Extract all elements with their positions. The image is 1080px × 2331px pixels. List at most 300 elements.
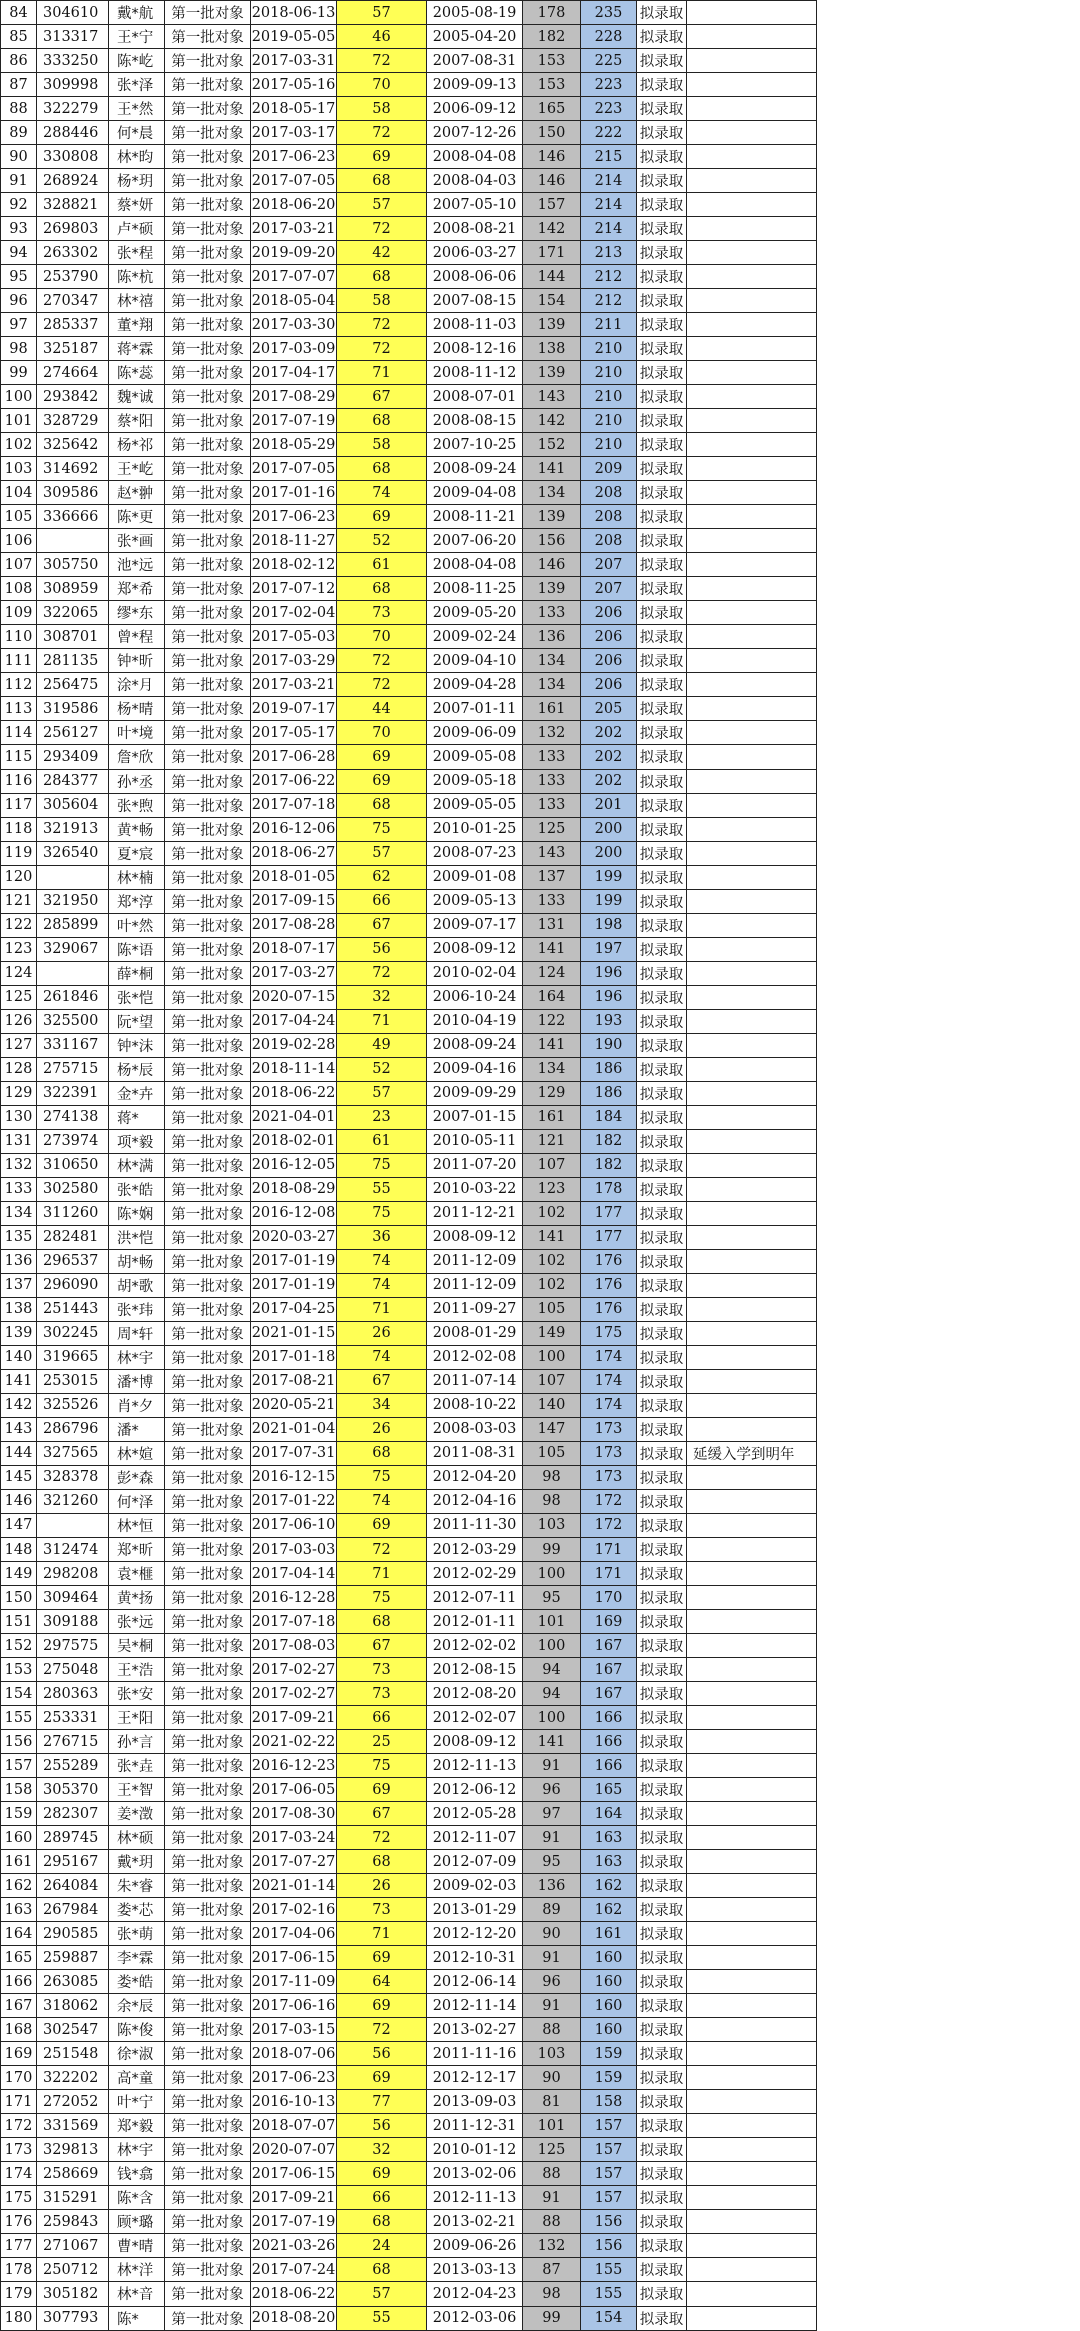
category-cell: 第一批对象 — [165, 2210, 251, 2234]
result-cell: 拟录取 — [637, 2042, 687, 2066]
table-row — [1, 1658, 817, 1682]
name-cell: 陈* — [109, 2306, 165, 2330]
score-b-cell: 140 — [523, 1393, 581, 1417]
date-a-cell: 2018-06-22 — [251, 2282, 337, 2306]
note-cell — [687, 313, 817, 337]
table-row — [1, 2306, 817, 2330]
name-cell: 陈*娴 — [109, 1201, 165, 1225]
date-b-cell: 2011-07-20 — [427, 1153, 523, 1177]
result-cell: 拟录取 — [637, 2306, 687, 2330]
score-b-cell: 131 — [523, 913, 581, 937]
date-a-cell: 2017-04-25 — [251, 1297, 337, 1321]
applicant-id-cell: 286796 — [37, 1417, 109, 1441]
score-b-cell: 102 — [523, 1201, 581, 1225]
score-a-cell: 69 — [337, 1946, 427, 1970]
applicant-id-cell: 309586 — [37, 481, 109, 505]
score-b-cell: 154 — [523, 289, 581, 313]
date-b-cell: 2008-04-03 — [427, 169, 523, 193]
date-a-cell: 2017-07-07 — [251, 265, 337, 289]
applicant-id-cell: 253015 — [37, 1369, 109, 1393]
score-b-cell: 101 — [523, 1610, 581, 1634]
result-cell: 拟录取 — [637, 2018, 687, 2042]
applicant-id-cell: 305370 — [37, 1778, 109, 1802]
score-a-cell: 67 — [337, 1802, 427, 1826]
result-cell: 拟录取 — [637, 505, 687, 529]
row-number-cell: 139 — [1, 1321, 37, 1345]
result-cell: 拟录取 — [637, 577, 687, 601]
score-b-cell: 139 — [523, 505, 581, 529]
result-cell: 拟录取 — [637, 649, 687, 673]
result-cell: 拟录取 — [637, 793, 687, 817]
score-a-cell: 56 — [337, 2114, 427, 2138]
result-cell: 拟录取 — [637, 865, 687, 889]
name-cell: 林*宇 — [109, 1345, 165, 1369]
category-cell: 第一批对象 — [165, 1562, 251, 1586]
date-a-cell: 2017-06-15 — [251, 1946, 337, 1970]
date-a-cell: 2017-06-23 — [251, 505, 337, 529]
name-cell: 钱*翕 — [109, 2162, 165, 2186]
date-a-cell: 2017-03-03 — [251, 1538, 337, 1562]
category-cell: 第一批对象 — [165, 97, 251, 121]
note-cell — [687, 49, 817, 73]
result-cell: 拟录取 — [637, 457, 687, 481]
note-cell — [687, 673, 817, 697]
score-a-cell: 72 — [337, 673, 427, 697]
category-cell: 第一批对象 — [165, 481, 251, 505]
category-cell: 第一批对象 — [165, 1489, 251, 1513]
name-cell: 王*宁 — [109, 25, 165, 49]
total-score-cell: 177 — [581, 1225, 637, 1249]
applicant-id-cell: 263302 — [37, 241, 109, 265]
result-cell: 拟录取 — [637, 1538, 687, 1562]
score-a-cell: 52 — [337, 529, 427, 553]
row-number-cell: 174 — [1, 2162, 37, 2186]
date-a-cell: 2017-03-15 — [251, 2018, 337, 2042]
name-cell: 黄*畅 — [109, 817, 165, 841]
row-number-cell: 133 — [1, 1177, 37, 1201]
name-cell: 胡*畅 — [109, 1249, 165, 1273]
category-cell: 第一批对象 — [165, 769, 251, 793]
date-b-cell: 2009-04-28 — [427, 673, 523, 697]
date-a-cell: 2017-06-16 — [251, 1994, 337, 2018]
table-row — [1, 1586, 817, 1610]
note-cell — [687, 1177, 817, 1201]
date-b-cell: 2013-09-03 — [427, 2090, 523, 2114]
applicant-id-cell: 328729 — [37, 409, 109, 433]
table-row — [1, 1105, 817, 1129]
score-a-cell: 70 — [337, 625, 427, 649]
result-cell: 拟录取 — [637, 553, 687, 577]
date-b-cell: 2008-04-08 — [427, 145, 523, 169]
category-cell: 第一批对象 — [165, 577, 251, 601]
date-a-cell: 2017-02-27 — [251, 1682, 337, 1706]
date-b-cell: 2013-03-13 — [427, 2258, 523, 2282]
note-cell — [687, 697, 817, 721]
name-cell: 高*童 — [109, 2066, 165, 2090]
name-cell: 张*安 — [109, 1682, 165, 1706]
applicant-id-cell: 288446 — [37, 121, 109, 145]
applicant-id-cell: 297575 — [37, 1634, 109, 1658]
table-row — [1, 793, 817, 817]
result-cell: 拟录取 — [637, 1081, 687, 1105]
total-score-cell: 176 — [581, 1249, 637, 1273]
applicant-id-cell: 256475 — [37, 673, 109, 697]
total-score-cell: 159 — [581, 2066, 637, 2090]
result-cell: 拟录取 — [637, 1201, 687, 1225]
total-score-cell: 172 — [581, 1513, 637, 1537]
date-b-cell: 2012-02-02 — [427, 1634, 523, 1658]
date-a-cell: 2017-01-18 — [251, 1345, 337, 1369]
table-row — [1, 817, 817, 841]
total-score-cell: 207 — [581, 553, 637, 577]
date-a-cell: 2017-07-27 — [251, 1850, 337, 1874]
applicant-id-cell: 268924 — [37, 169, 109, 193]
note-cell — [687, 2234, 817, 2258]
date-a-cell: 2020-05-21 — [251, 1393, 337, 1417]
score-a-cell: 68 — [337, 577, 427, 601]
date-b-cell: 2008-09-12 — [427, 1730, 523, 1754]
score-a-cell: 68 — [337, 2210, 427, 2234]
result-cell: 拟录取 — [637, 169, 687, 193]
date-a-cell: 2019-02-28 — [251, 1033, 337, 1057]
applicant-id-cell: 253331 — [37, 1706, 109, 1730]
total-score-cell: 157 — [581, 2162, 637, 2186]
category-cell: 第一批对象 — [165, 937, 251, 961]
date-b-cell: 2007-10-25 — [427, 433, 523, 457]
row-number-cell: 114 — [1, 721, 37, 745]
category-cell: 第一批对象 — [165, 889, 251, 913]
score-b-cell: 134 — [523, 673, 581, 697]
total-score-cell: 193 — [581, 1009, 637, 1033]
score-a-cell: 68 — [337, 169, 427, 193]
score-b-cell: 123 — [523, 1177, 581, 1201]
category-cell: 第一批对象 — [165, 169, 251, 193]
row-number-cell: 136 — [1, 1249, 37, 1273]
name-cell: 钟*昕 — [109, 649, 165, 673]
row-number-cell: 154 — [1, 1682, 37, 1706]
row-number-cell: 161 — [1, 1850, 37, 1874]
row-number-cell: 90 — [1, 145, 37, 169]
total-score-cell: 202 — [581, 745, 637, 769]
note-cell — [687, 529, 817, 553]
table-row — [1, 2258, 817, 2282]
row-number-cell: 173 — [1, 2138, 37, 2162]
category-cell: 第一批对象 — [165, 1874, 251, 1898]
name-cell: 娄*皓 — [109, 1970, 165, 1994]
date-a-cell: 2017-08-28 — [251, 913, 337, 937]
score-b-cell: 142 — [523, 217, 581, 241]
score-b-cell: 134 — [523, 1057, 581, 1081]
note-cell — [687, 985, 817, 1009]
category-cell: 第一批对象 — [165, 1850, 251, 1874]
category-cell: 第一批对象 — [165, 601, 251, 625]
date-b-cell: 2010-01-25 — [427, 817, 523, 841]
name-cell: 林*宇 — [109, 2138, 165, 2162]
score-b-cell: 95 — [523, 1586, 581, 1610]
category-cell: 第一批对象 — [165, 1009, 251, 1033]
category-cell: 第一批对象 — [165, 1778, 251, 1802]
score-a-cell: 69 — [337, 505, 427, 529]
date-b-cell: 2007-12-26 — [427, 121, 523, 145]
row-number-cell: 118 — [1, 817, 37, 841]
name-cell: 曹*晴 — [109, 2234, 165, 2258]
score-a-cell: 72 — [337, 1826, 427, 1850]
name-cell: 夏*宸 — [109, 841, 165, 865]
date-b-cell: 2009-02-03 — [427, 1874, 523, 1898]
result-cell: 拟录取 — [637, 385, 687, 409]
applicant-id-cell: 329067 — [37, 937, 109, 961]
date-a-cell: 2017-01-19 — [251, 1273, 337, 1297]
score-b-cell: 147 — [523, 1417, 581, 1441]
name-cell: 钟*沫 — [109, 1033, 165, 1057]
score-a-cell: 77 — [337, 2090, 427, 2114]
date-a-cell: 2018-02-12 — [251, 553, 337, 577]
applicant-id-cell: 328378 — [37, 1465, 109, 1489]
score-b-cell: 143 — [523, 385, 581, 409]
note-cell — [687, 649, 817, 673]
note-cell — [687, 625, 817, 649]
score-b-cell: 89 — [523, 1898, 581, 1922]
applicant-id-cell: 325500 — [37, 1009, 109, 1033]
applicant-id-cell: 293409 — [37, 745, 109, 769]
result-cell: 拟录取 — [637, 601, 687, 625]
score-a-cell: 69 — [337, 2162, 427, 2186]
date-a-cell: 2018-05-17 — [251, 97, 337, 121]
applicant-id-cell: 264084 — [37, 1874, 109, 1898]
score-a-cell: 75 — [337, 1586, 427, 1610]
applicant-id-cell: 314692 — [37, 457, 109, 481]
applicant-id-cell: 307793 — [37, 2306, 109, 2330]
category-cell: 第一批对象 — [165, 409, 251, 433]
table-row — [1, 1706, 817, 1730]
date-b-cell: 2012-11-14 — [427, 1994, 523, 2018]
result-cell: 拟录取 — [637, 481, 687, 505]
category-cell: 第一批对象 — [165, 2186, 251, 2210]
name-cell: 林*满 — [109, 1153, 165, 1177]
date-b-cell: 2008-10-22 — [427, 1393, 523, 1417]
result-cell: 拟录取 — [637, 1249, 687, 1273]
date-a-cell: 2018-06-27 — [251, 841, 337, 865]
date-b-cell: 2006-10-24 — [427, 985, 523, 1009]
applicant-id-cell: 336666 — [37, 505, 109, 529]
score-b-cell: 81 — [523, 2090, 581, 2114]
category-cell: 第一批对象 — [165, 1634, 251, 1658]
name-cell: 娄*芯 — [109, 1898, 165, 1922]
note-cell — [687, 961, 817, 985]
applicant-id-cell: 274138 — [37, 1105, 109, 1129]
note-cell — [687, 1129, 817, 1153]
score-a-cell: 52 — [337, 1057, 427, 1081]
date-b-cell: 2013-02-06 — [427, 2162, 523, 2186]
date-b-cell: 2008-09-24 — [427, 457, 523, 481]
row-number-cell: 96 — [1, 289, 37, 313]
date-a-cell: 2017-04-06 — [251, 1922, 337, 1946]
applicant-id-cell: 285337 — [37, 313, 109, 337]
table-row — [1, 265, 817, 289]
applicant-id-cell: 272052 — [37, 2090, 109, 2114]
score-b-cell: 121 — [523, 1129, 581, 1153]
row-number-cell: 123 — [1, 937, 37, 961]
table-row — [1, 241, 817, 265]
date-a-cell: 2017-07-18 — [251, 1610, 337, 1634]
category-cell: 第一批对象 — [165, 2258, 251, 2282]
row-number-cell: 178 — [1, 2258, 37, 2282]
date-b-cell: 2011-12-09 — [427, 1273, 523, 1297]
score-a-cell: 68 — [337, 793, 427, 817]
score-a-cell: 69 — [337, 145, 427, 169]
date-a-cell: 2018-07-07 — [251, 2114, 337, 2138]
applicant-id-cell: 329813 — [37, 2138, 109, 2162]
category-cell: 第一批对象 — [165, 1826, 251, 1850]
date-b-cell: 2012-08-20 — [427, 1682, 523, 1706]
score-a-cell: 69 — [337, 1513, 427, 1537]
result-cell: 拟录取 — [637, 1658, 687, 1682]
note-cell — [687, 2306, 817, 2330]
row-number-cell: 120 — [1, 865, 37, 889]
date-b-cell: 2010-02-04 — [427, 961, 523, 985]
score-a-cell: 69 — [337, 745, 427, 769]
total-score-cell: 166 — [581, 1754, 637, 1778]
score-a-cell: 68 — [337, 1610, 427, 1634]
score-b-cell: 96 — [523, 1970, 581, 1994]
name-cell: 吴*桐 — [109, 1634, 165, 1658]
applicant-id-cell — [37, 529, 109, 553]
result-cell: 拟录取 — [637, 1562, 687, 1586]
row-number-cell: 84 — [1, 1, 37, 25]
result-cell: 拟录取 — [637, 1273, 687, 1297]
note-cell — [687, 481, 817, 505]
table-row — [1, 1802, 817, 1826]
date-a-cell: 2020-03-27 — [251, 1225, 337, 1249]
result-cell: 拟录取 — [637, 1730, 687, 1754]
result-cell: 拟录取 — [637, 1129, 687, 1153]
score-b-cell: 88 — [523, 2162, 581, 2186]
note-cell — [687, 241, 817, 265]
result-cell: 拟录取 — [637, 1345, 687, 1369]
table-row — [1, 457, 817, 481]
date-b-cell: 2012-07-09 — [427, 1850, 523, 1874]
note-cell — [687, 1994, 817, 2018]
date-b-cell: 2009-04-10 — [427, 649, 523, 673]
date-b-cell: 2008-11-21 — [427, 505, 523, 529]
name-cell: 蒋*霖 — [109, 337, 165, 361]
score-b-cell: 100 — [523, 1562, 581, 1586]
table-row — [1, 1465, 817, 1489]
row-number-cell: 175 — [1, 2186, 37, 2210]
row-number-cell: 149 — [1, 1562, 37, 1586]
category-cell: 第一批对象 — [165, 73, 251, 97]
category-cell: 第一批对象 — [165, 217, 251, 241]
result-cell: 拟录取 — [637, 1610, 687, 1634]
category-cell: 第一批对象 — [165, 1754, 251, 1778]
table-row — [1, 2090, 817, 2114]
date-b-cell: 2008-04-08 — [427, 553, 523, 577]
table-row — [1, 1273, 817, 1297]
score-b-cell: 157 — [523, 193, 581, 217]
note-cell — [687, 1562, 817, 1586]
note-cell — [687, 1201, 817, 1225]
score-a-cell: 36 — [337, 1225, 427, 1249]
score-b-cell: 133 — [523, 793, 581, 817]
applicant-id-cell: 293842 — [37, 385, 109, 409]
table-row — [1, 289, 817, 313]
applicant-id-cell: 331167 — [37, 1033, 109, 1057]
applicant-id-cell: 263085 — [37, 1970, 109, 1994]
category-cell: 第一批对象 — [165, 985, 251, 1009]
table-row — [1, 409, 817, 433]
result-cell: 拟录取 — [637, 841, 687, 865]
result-cell: 拟录取 — [637, 961, 687, 985]
total-score-cell: 182 — [581, 1153, 637, 1177]
score-b-cell: 178 — [523, 1, 581, 25]
result-cell: 拟录取 — [637, 1417, 687, 1441]
date-a-cell: 2017-02-04 — [251, 601, 337, 625]
score-b-cell: 142 — [523, 409, 581, 433]
table-row — [1, 1826, 817, 1850]
category-cell: 第一批对象 — [165, 1802, 251, 1826]
date-b-cell: 2008-08-21 — [427, 217, 523, 241]
date-a-cell: 2016-12-15 — [251, 1465, 337, 1489]
score-a-cell: 74 — [337, 1249, 427, 1273]
date-a-cell: 2020-07-07 — [251, 2138, 337, 2162]
total-score-cell: 213 — [581, 241, 637, 265]
date-b-cell: 2008-03-03 — [427, 1417, 523, 1441]
date-b-cell: 2012-12-20 — [427, 1922, 523, 1946]
row-number-cell: 130 — [1, 1105, 37, 1129]
date-a-cell: 2021-01-14 — [251, 1874, 337, 1898]
table-row — [1, 841, 817, 865]
row-number-cell: 108 — [1, 577, 37, 601]
total-score-cell: 175 — [581, 1321, 637, 1345]
score-a-cell: 61 — [337, 1129, 427, 1153]
date-b-cell: 2012-08-15 — [427, 1658, 523, 1682]
total-score-cell: 171 — [581, 1538, 637, 1562]
score-b-cell: 122 — [523, 1009, 581, 1033]
score-b-cell: 125 — [523, 817, 581, 841]
name-cell: 陈*杭 — [109, 265, 165, 289]
score-a-cell: 72 — [337, 313, 427, 337]
total-score-cell: 160 — [581, 1994, 637, 2018]
table-row — [1, 2162, 817, 2186]
applicant-id-cell: 328821 — [37, 193, 109, 217]
name-cell: 孙*言 — [109, 1730, 165, 1754]
total-score-cell: 176 — [581, 1273, 637, 1297]
date-b-cell: 2007-01-15 — [427, 1105, 523, 1129]
result-cell: 拟录取 — [637, 2138, 687, 2162]
score-a-cell: 57 — [337, 1, 427, 25]
date-b-cell: 2005-04-20 — [427, 25, 523, 49]
score-a-cell: 46 — [337, 25, 427, 49]
row-number-cell: 137 — [1, 1273, 37, 1297]
applicant-id-cell: 322279 — [37, 97, 109, 121]
note-cell — [687, 25, 817, 49]
date-b-cell: 2010-05-11 — [427, 1129, 523, 1153]
date-a-cell: 2017-06-23 — [251, 2066, 337, 2090]
name-cell: 陈*蕊 — [109, 361, 165, 385]
date-b-cell: 2012-02-08 — [427, 1345, 523, 1369]
name-cell: 郑*淳 — [109, 889, 165, 913]
category-cell: 第一批对象 — [165, 1393, 251, 1417]
date-a-cell: 2020-07-15 — [251, 985, 337, 1009]
score-b-cell: 100 — [523, 1345, 581, 1369]
total-score-cell: 178 — [581, 1177, 637, 1201]
category-cell: 第一批对象 — [165, 313, 251, 337]
applicant-id-cell: 309998 — [37, 73, 109, 97]
table-row — [1, 481, 817, 505]
category-cell: 第一批对象 — [165, 1081, 251, 1105]
total-score-cell: 176 — [581, 1297, 637, 1321]
applicant-id-cell: 296090 — [37, 1273, 109, 1297]
